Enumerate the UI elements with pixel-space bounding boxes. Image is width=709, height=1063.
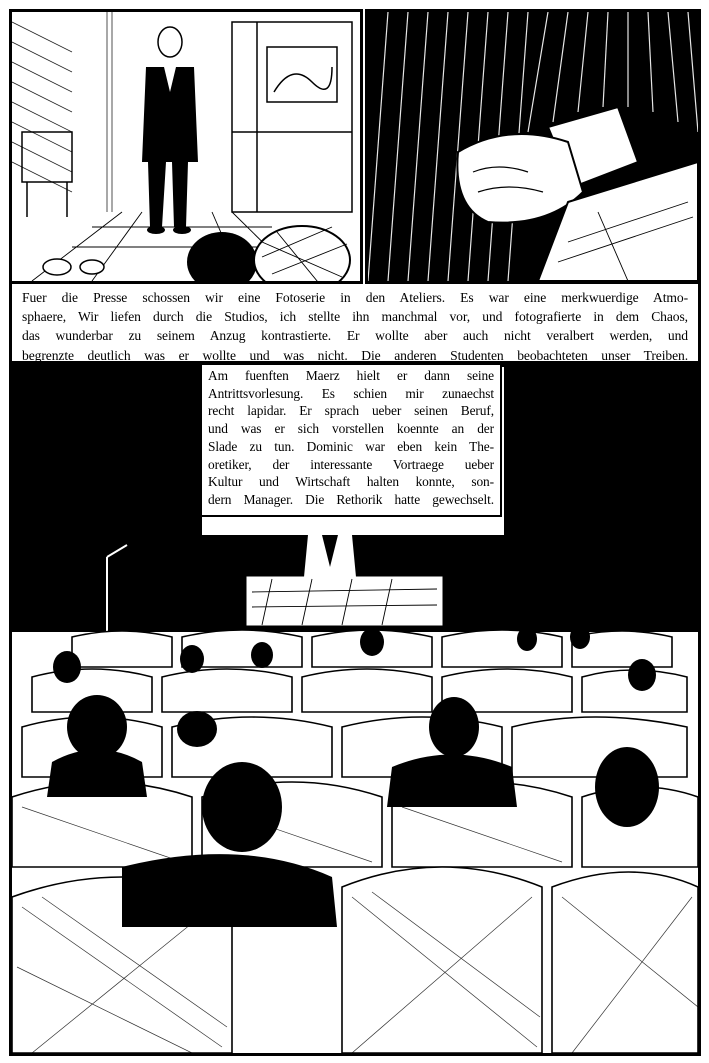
caption-line: oretiker, der interessante Vortraege ueber	[208, 456, 494, 472]
caption-press-photos	[9, 284, 701, 364]
caption-press-photos-text	[22, 288, 688, 365]
caption-line: sphaere, Wir liefen durch die Studios, ich stellte ihn manchmal vor, und fotografierte in dem Chaos,	[22, 309, 688, 325]
caption-inaugural-lecture-text	[208, 367, 494, 509]
caption-line: Fuer die Presse schossen wir eine Fotoserie in den Ateliers. Es war eine merkwuerdige Atmo-	[22, 290, 688, 305]
caption-line: das wunderbar zu seinem Anzug kontrastierte. Er wollte aber auch nicht veralbert werden, und	[22, 328, 688, 344]
panel-studio-portrait	[9, 9, 363, 284]
suit-closeup-illustration	[368, 12, 698, 281]
caption-line: begrenzte deutlich was er wollte und was nicht. Die anderen Studenten beobachteten unser Treiben.	[22, 347, 688, 363]
caption-line: Am fuenften Maerz hielt er dann seine	[208, 368, 494, 383]
panel-suit-closeup	[365, 9, 701, 284]
caption-inaugural-lecture	[200, 365, 502, 517]
caption-line: dern Manager. Die Rethorik hatte gewechselt.	[208, 491, 494, 507]
caption-line: Kultur und Wirtschaft halten konnte, son-	[208, 474, 494, 490]
audience-seats-icon	[12, 630, 698, 1053]
caption-line: Antrittsvorlesung. Es schien mir zunaechst	[208, 385, 494, 401]
studio-illustration	[12, 12, 360, 281]
caption-line: recht lapidar. Er sprach ueber seinen Beruf,	[208, 403, 494, 419]
caption-line: und was er sich vorstellen koennte an der	[208, 421, 494, 437]
caption-line: Slade zu tun. Dominic war eben kein The-	[208, 438, 494, 454]
